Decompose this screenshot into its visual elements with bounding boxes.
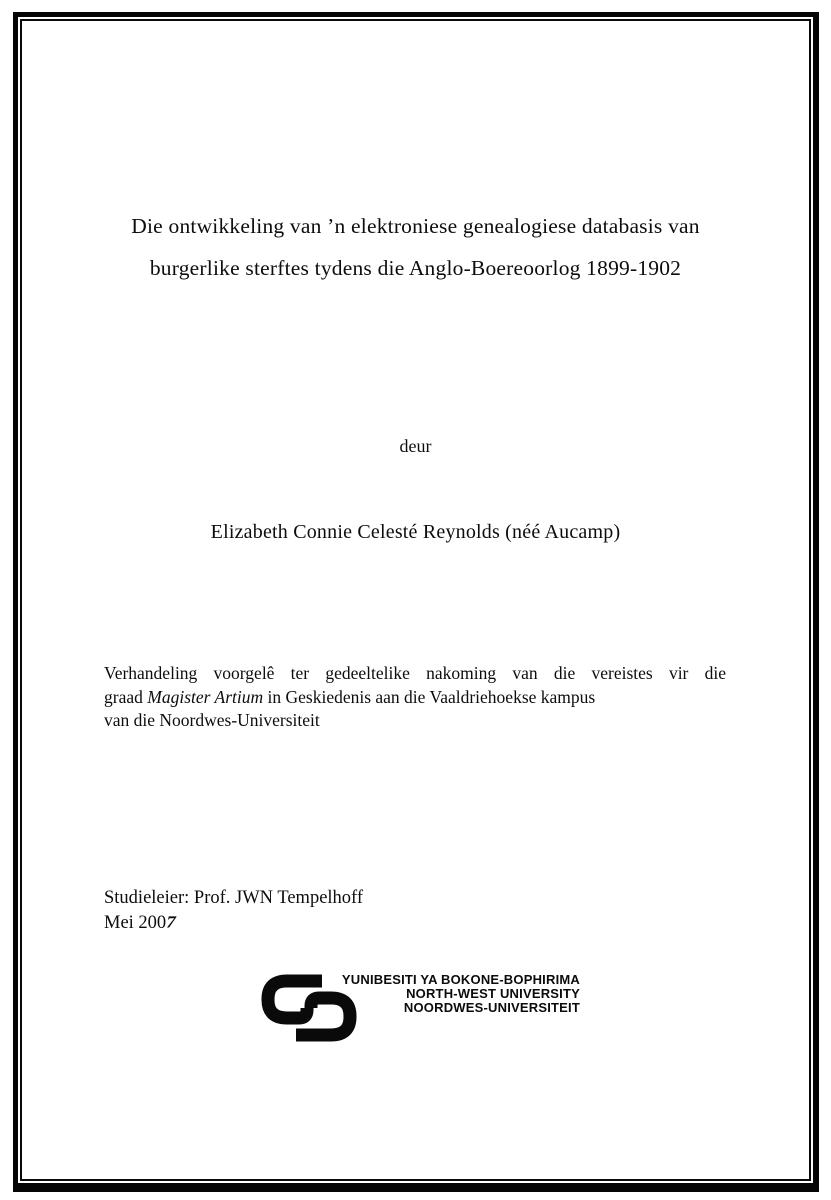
degree-name: Magister Artium — [147, 686, 264, 707]
logo-wordmark-setswana: YUNIBESITI YA BOKONE-BOPHIRIMA — [341, 972, 580, 987]
author-name: Elizabeth Connie Celesté Reynolds (néé Aucamp) — [210, 521, 621, 543]
logo-wordmark — [320, 966, 580, 1015]
logo-wordmark-english: NORTH-WEST UNIVERSITY — [406, 986, 580, 1001]
logo-wordmark-afrikaans: NOORDWES-UNIVERSITEIT — [403, 1000, 580, 1015]
byline: deur — [399, 436, 432, 456]
degree-statement-line2-suffix: in Geskiedenis aan die Vaaldriehoekse kampus — [263, 686, 596, 707]
date-line — [104, 911, 363, 936]
degree-statement-line2 — [104, 686, 726, 710]
thesis-title — [68, 205, 763, 289]
degree-statement-line2-prefix: graad — [104, 686, 148, 707]
supervisor-line: Studieleier: Prof. JWN Tempelhoff — [104, 888, 364, 908]
supervisor-block — [104, 886, 363, 936]
thesis-title-line2: burgerlike sterftes tydens die Anglo-Boereoorlog 1899-1902 — [149, 256, 682, 280]
university-logo — [256, 966, 580, 1050]
degree-statement-line3: van die Noordwes-Universiteit — [104, 710, 320, 730]
degree-statement — [104, 662, 726, 733]
degree-statement-line1: Verhandeling voorgelê ter gedeeltelike nakoming van die vereistes vir die — [104, 663, 726, 683]
thesis-title-line1: Die ontwikkeling van ’n elektroniese genealogiese databasis van — [131, 214, 700, 238]
date-last-digit: 7 — [164, 913, 178, 933]
date-prefix: Mei 200 — [104, 913, 167, 933]
